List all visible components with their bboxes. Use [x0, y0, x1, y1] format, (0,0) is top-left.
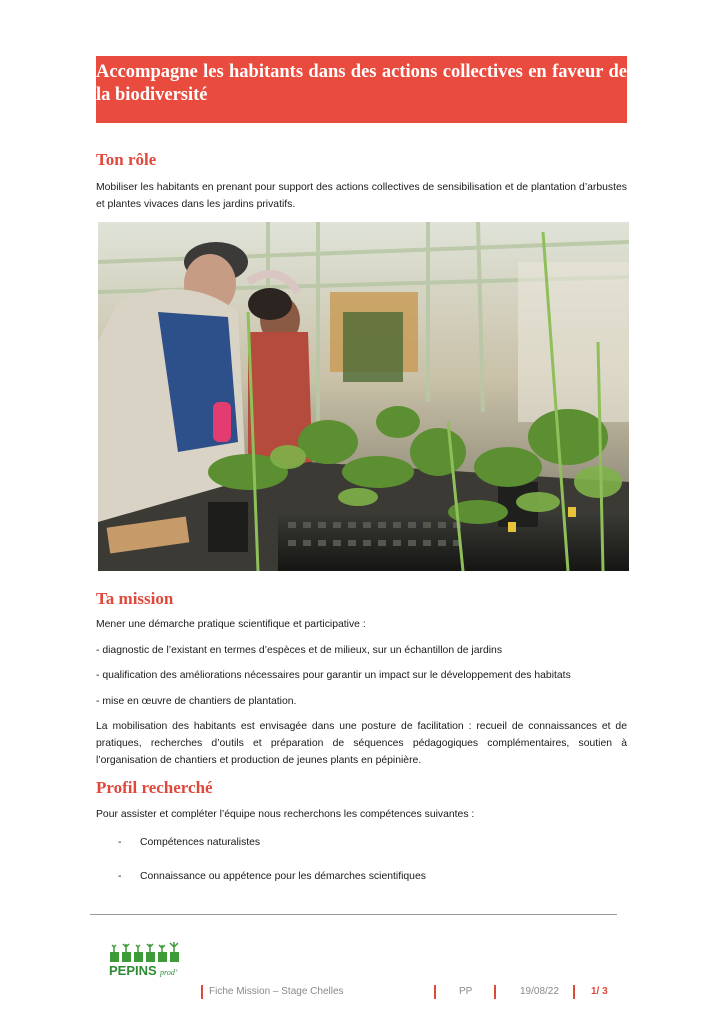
bullet-dash: - — [118, 871, 122, 882]
profile-intro: Pour assister et compléter l’équipe nous recherchons les compétences suivantes : — [96, 809, 475, 820]
list-item-text: Connaissance ou appétence pour les démarches scientifiques — [140, 871, 426, 882]
logo-text: PEPINS — [109, 963, 157, 978]
footer-divider — [90, 914, 617, 915]
footer-date: 19/08/22 — [520, 986, 559, 997]
footer-separator — [573, 985, 575, 999]
mission-item: - mise en œuvre de chantiers de plantation. — [96, 696, 297, 707]
title-banner — [96, 56, 627, 123]
footer-initials: PP — [459, 986, 473, 997]
section-heading-role: Ton rôle — [96, 150, 157, 169]
role-text: Mobiliser les habitants en prenant pour support des actions collectives de sensibilisation et de plantation d’arbustes et plantes vivaces dans les jardins privatifs. — [96, 182, 627, 210]
greenhouse-photo — [98, 222, 629, 571]
footer-separator — [434, 985, 436, 999]
bullet-dash: - — [118, 837, 122, 848]
footer-doc-title: Fiche Mission – Stage Chelles — [209, 986, 344, 997]
page-title: Accompagne les habitants dans des actions collectives en faveur de la biodiversité — [96, 62, 627, 105]
mission-intro: Mener une démarche pratique scientifique et participative : — [96, 619, 366, 630]
footer-separator — [201, 985, 203, 999]
section-heading-profile: Profil recherché — [96, 778, 213, 797]
list-item-text: Compétences naturalistes — [140, 837, 261, 848]
mission-closing: La mobilisation des habitants est envisagée dans une posture de facilitation : recueil de connaissances et de pratiques, recherches d’outils et préparation de séquences pédagogiques complémentaires, soutien à l’organisation de chantiers et production de jeunes plants en pépinière. — [96, 721, 627, 766]
mission-item: - qualification des améliorations nécessaires pour garantir un impact sur le développement des habitats — [96, 670, 571, 681]
seedling-icon — [110, 942, 179, 962]
footer-separator — [494, 985, 496, 999]
section-heading-mission: Ta mission — [96, 589, 174, 608]
logo-subtext: prod’ — [160, 968, 178, 977]
mission-item: - diagnostic de l’existant en termes d’espèces et de milieux, sur un échantillon de jardins — [96, 645, 503, 656]
pepins-logo — [108, 940, 188, 982]
footer-page-number: 1/ 3 — [591, 986, 608, 997]
